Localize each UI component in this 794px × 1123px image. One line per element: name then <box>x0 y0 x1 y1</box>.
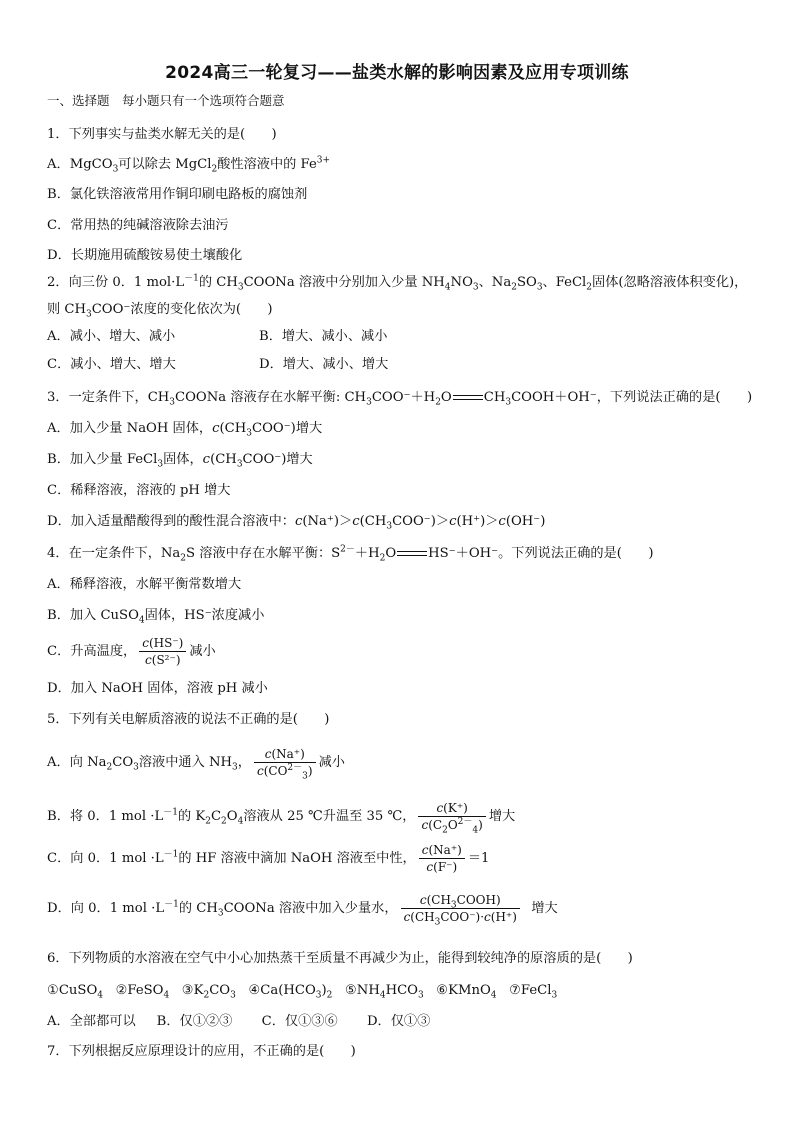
equilibrium-arrow-icon <box>453 393 483 403</box>
q2-options-row1 <box>47 328 388 346</box>
q5-stem: 5．下列有关电解质溶液的说法不正确的是( ) <box>47 712 330 727</box>
q1-option-b: B．氯化铁溶液常用作铜印刷电路板的腐蚀剂 <box>47 187 308 202</box>
q5-option-d: D．向 0．1 mol $\cdot L^{-1}$的 $CH_3COONa$ 溶液中加入少量水， $\frac{c(CH_3COOH)}{c(CH_3COO^-)\cdot c(H^+)}$ 增大 <box>47 892 558 927</box>
q2-option-b: B．增大、减小、减小 <box>259 329 388 344</box>
fraction: $\frac{c(CH_3COOH)}{c(CH_3COO^-)\cdot c(H^+)}$ <box>401 892 520 926</box>
q6-stem: 6．下列物质的水溶液在空气中小心加热蒸干至质量不再减少为止，能得到较纯净的原溶质的是( ) <box>47 951 633 966</box>
q2-option-c: C．减小、增大、增大 <box>47 357 176 372</box>
q6-substances: ①CuSO$_4$ ②FeSO$_4$ $③K_2CO_3$ $④Ca(HCO_3)_2$ $⑤NH_4HCO_3$ ⑥KMnO$_4$ ⑦FeCl$_3$ <box>47 983 558 1001</box>
q5-option-b: B．将 0．1 mol $\cdot L^{-1}$的 $K_2C_2O_4$溶液从 25 ℃升温至 35 ℃， $\frac{c(K^+)}{c(C_2O^{2-}_4)}$ 增大 <box>47 800 516 835</box>
equilibrium-arrow-icon <box>397 549 427 559</box>
q4-option-d: D．加入 NaOH 固体，溶液 pH 减小 <box>47 681 268 696</box>
fraction: $\frac{c(Na^+)}{c(F^-)}$ <box>419 842 465 876</box>
q4-stem: 4．在一定条件下，$Na_2S$ 溶液中存在水解平衡：$S^{2-}+H_2O$ HS⁻＋OH⁻。下列说法正确的是( ) <box>47 544 654 564</box>
q2-stem-line2: 则 $CH_3COO^-$浓度的变化依次为( ) <box>47 302 273 320</box>
q6-option-b: B．仅①②③ <box>156 1014 233 1029</box>
q2-options-row2 <box>47 356 389 374</box>
q2-stem-line1: 2．向三份 0．1 $mol\cdot L^{-1}$的 $CH_3COONa$ 溶液中分别加入少量 $NH_4NO_3$、$Na_2SO_3$、FeCl$_2$固体(忽略溶液体积变化)， <box>47 273 748 293</box>
q3-option-d: D．加入适量醋酸得到的酸性混合溶液中：$c(Na^+)>c(CH_3COO^-)>c(H^+)>c(OH^-)$ <box>47 514 546 532</box>
fraction: $\frac{c(Na^+)}{c(CO^{2-}_3)}$ <box>254 746 316 780</box>
q1-option-d: D．长期施用硫酸铵易使土壤酸化 <box>47 248 243 263</box>
q3-option-a: A．加入少量 NaOH 固体，$c(CH_3COO^-)$增大 <box>47 421 323 439</box>
fraction: $\frac{c(K^+)}{c(C_2O^{2-}_4)}$ <box>418 800 485 834</box>
q3-option-b: B．加入少量 FeCl$_3$固体，$c(CH_3COO^-)$增大 <box>47 452 313 470</box>
q6-options <box>47 1013 430 1031</box>
section-heading: 一、选择题 每小题只有一个选项符合题意 <box>47 93 285 108</box>
q5-option-a: A．向 $Na_2CO_3$溶液中通入 $NH_3$， $\frac{c(Na^+)}{c(CO^{2-}_3)}$ 减小 <box>47 746 345 781</box>
q4-option-a: A．稀释溶液，水解平衡常数增大 <box>47 577 242 592</box>
q1-option-c: C．常用热的纯碱溶液除去油污 <box>47 218 229 233</box>
q6-option-c: C．仅①③⑥ <box>261 1014 338 1029</box>
q1-option-a: A．MgCO$_3$可以除去 MgCl$_2$酸性溶液中的 $Fe^{3+}$ <box>47 155 331 175</box>
q3-stem: 3．一定条件下，$CH_3COONa$ 溶液存在水解平衡: $CH_3COO^-+H_2O$ $CH_3COOH+OH^-$，下列说法正确的是( ) <box>47 390 753 408</box>
q5-option-c: C．向 0．1 mol $\cdot L^{-1}$的 HF 溶液中滴加 NaOH 溶液至中性， $\frac{c(Na^+)}{c(F^-)}$ ＝1 <box>47 842 490 874</box>
fraction: $\frac{c(HS^-)}{\text{c(S²⁻)}}$ <box>139 635 186 669</box>
q4-option-b: B．加入 CuSO$_4$固体，HS⁻浓度减小 <box>47 608 265 626</box>
q2-option-a: A．减小、增大、减小 <box>47 329 176 344</box>
q1-stem: 1．下列事实与盐类水解无关的是( ) <box>47 127 277 142</box>
q3-option-c: C．稀释溶液，溶液的 pH 增大 <box>47 483 231 498</box>
q6-option-d: D．仅①③ <box>366 1014 431 1029</box>
q7-stem: 7．下列根据反应原理设计的应用，不正确的是( ) <box>47 1044 356 1059</box>
q6-option-a: A．全部都可以 <box>47 1014 136 1029</box>
page-title: 2024高三一轮复习——盐类水解的影响因素及应用专项训练 <box>165 63 629 83</box>
q4-option-c: C．升高温度， $\frac{c(HS^-)}{\text{c(S²⁻)}}$ 减小 <box>47 635 216 667</box>
q2-option-d: D．增大、减小、增大 <box>259 357 389 372</box>
